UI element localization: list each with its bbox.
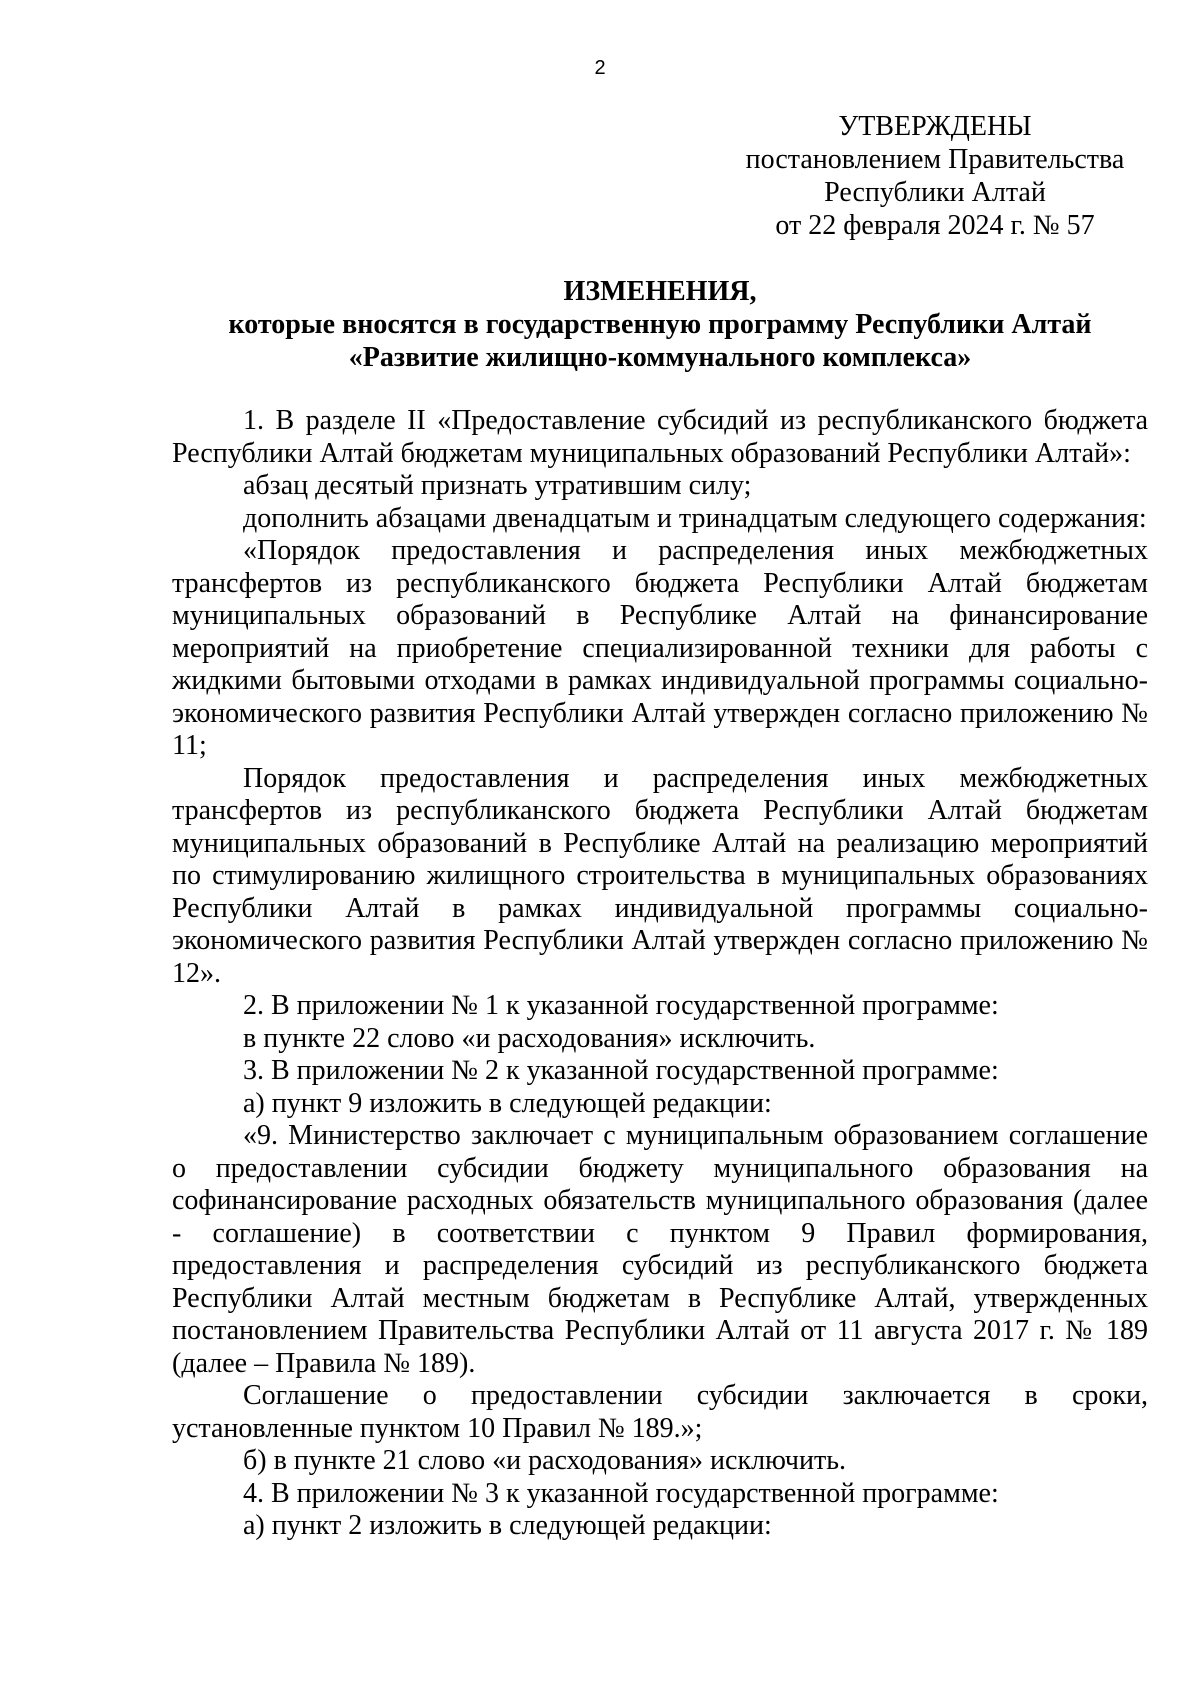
paragraph-11: Соглашение о предоставлении субсидии заключается в сроки, установленные пунктом 10 Правил № 189.»; [172, 1380, 1148, 1444]
approval-heading: УТВЕРЖДЕНЫ [838, 111, 1032, 142]
approval-line-2: Республики Алтай [824, 177, 1046, 208]
paragraph-1: 1. В разделе II «Предоставление субсидий из республиканского бюджета Республики Алтай бюджетам муниципальных образований Республики Алтай»: [172, 405, 1148, 469]
title-line-2: «Развитие жилищно-коммунального комплекса» [348, 342, 972, 373]
title-heading: ИЗМЕНЕНИЯ, [563, 276, 757, 307]
approval-line-1: постановлением Правительства [745, 144, 1125, 175]
paragraph-10: «9. Министерство заключает с муниципальным образованием соглашение о предоставлении субсидии бюджету муниципального образования на софинансирование расходных обязательств муниципального образования (далее - соглашение) в соответствии с пунктом 9 Правил формирования, предоставления и распределения субсидий из республиканского бюджета Республики Алтай местным бюджетам в Республике Алтай, утвержденных постановлением Правительства Республики Алтай от 11 августа 2017 г. № 189 (далее – Правила № 189). [172, 1120, 1148, 1379]
approval-line-3: от 22 февраля 2024 г. № 57 [775, 210, 1095, 241]
paragraph-2: абзац десятый признать утратившим силу; [243, 470, 752, 501]
paragraph-4: «Порядок предоставления и распределения иных межбюджетных трансфертов из республиканского бюджета Республики Алтай бюджетам муниципальных образований в Республике Алтай на финансирование мероприятий на приобретение специализированной техники для работы с жидкими бытовыми отходами в рамках индивидуальной программы социально-экономического развития Республики Алтай утвержден согласно приложению № 11; [172, 535, 1148, 761]
paragraph-8: 3. В приложении № 2 к указанной государственной программе: [243, 1055, 999, 1086]
document-body [172, 405, 1148, 1543]
document-title [170, 275, 1150, 374]
approval-stamp-block [700, 110, 1170, 242]
paragraph-6: 2. В приложении № 1 к указанной государственной программе: [243, 990, 999, 1021]
paragraph-3: дополнить абзацами двенадцатым и тринадцатым следующего содержания: [243, 502, 1147, 534]
paragraph-5: Порядок предоставления и распределения иных межбюджетных трансфертов из республиканского бюджета Республики Алтай бюджетам муниципальных образований в Республике Алтай на реализацию мероприятий по стимулированию жилищного строительства в муниципальных образованиях Республики Алтай в рамках индивидуальной программы социально-экономического развития Республики Алтай утвержден согласно приложению № 12». [172, 762, 1148, 989]
paragraph-9: а) пункт 9 изложить в следующей редакции: [243, 1087, 772, 1119]
paragraph-13: 4. В приложении № 3 к указанной государственной программе: [243, 1477, 999, 1509]
page-number: 2 [594, 57, 606, 79]
paragraph-12: б) в пункте 21 слово «и расходования» исключить. [243, 1445, 846, 1476]
paragraph-14: а) пункт 2 изложить в следующей редакции: [243, 1510, 772, 1541]
paragraph-7: в пункте 22 слово «и расходования» исключить. [243, 1022, 816, 1054]
title-line-1: которые вносятся в государственную программу Республики Алтай [228, 309, 1092, 340]
